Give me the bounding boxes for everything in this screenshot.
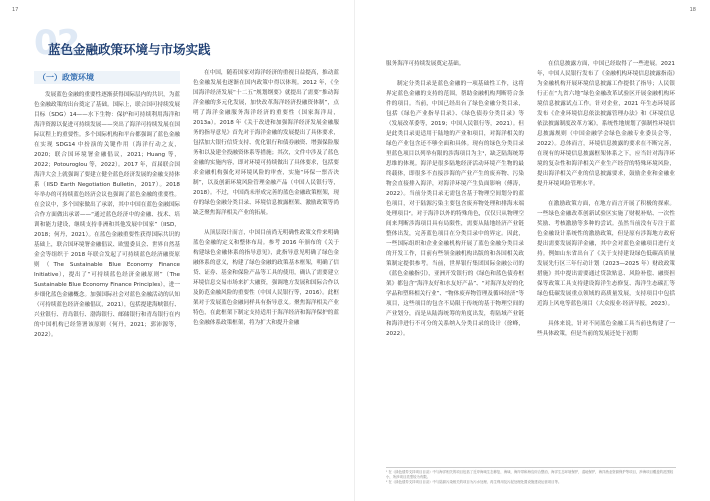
paragraph: 在中国，随着国家对海洋经济的重视日益提高，推动蓝色金融发展也逐渐在国内政策中得以体现。2012 年，《全国海洋经济发展“十二五”规划纲要》就提出了需要“推动海洋金融的多元化发展，加快改革海洋经济投融资体制”，点明了海洋金融服务海洋经济的重要性（国家海洋局，2013a）。2018 年《关于改进和加强海洋经济发展金融服务的指导意见》首先对于海洋金融的发展提出了具体要求，包括加大银行信贷支持、优化银行和债券融资、增强保险服务和以及建全投融资体系等措施；其次，文件中涉及了蓝色金融的实施内容，即对环境可持续做出了具体要求，包括要求金融机构强化对环境风险的审查，实施“环保一票否决制”，以及创新环境风险管理金融产品（中国人民银行等，2018）。不过，中国尚未形成完善的蓝色金融政策框架，现存的绿色金融分类目录、环境信息披露框架、激励政策等尚缺乏聚焦海洋相关产业的拓展。 xyxy=(193,70,339,216)
text-column-3 xyxy=(386,59,524,339)
text-column-1 xyxy=(34,90,180,340)
footnote: ¹ 在《绿色债券支持项目目录》中与海洋相关的项目包括了近岸海域生态修复，海域、海岸带和海岛综合整治，海洋生态环境保护，湿地保护，海洋渔业资源保护等项目，涉海项目覆盖的范围较小，所涉项目类型较为有限。 xyxy=(386,470,674,479)
text-column-4 xyxy=(537,59,675,339)
paragraph: 具体来说，针对不同蓝色金融工具当前也构建了一些具体政策，但是当前的发展还处于初期 xyxy=(537,321,675,337)
paragraph: 从顶层设计而言，中国目前尚无明确性政策文件来明确蓝色金融的定义和整体布局。参考 2016 年颁布的《关于构建绿色金融体系的指导意见》，此指导意见明确了绿色金融体系的意义，构建了绿色金融的政策基本框架，明确了信贷、证券、基金和保险产品等工具的使用，确认了需要建立环境信息交易市场来扩大融资，强调地方发展和国际合作以及防范金融风险的重要性（中国人民银行等，2016）。此框架对于发展蓝色金融同样具有指导意义。聚焦海洋相关产业特色，在此框架下制定支持适用于海洋经济和海洋保护的蓝色金融体系政策框架，将为扩大和提升金融 xyxy=(193,230,339,326)
chapter-title: 蓝色金融政策环境与市场实践 xyxy=(48,42,211,57)
page-number-left: 17 xyxy=(12,7,19,13)
paragraph: 发展蓝色金融的重要性逐渐获得国际层内的共识，为蓝色金融政策的出台奠定了基础。国际上，联合国可持续发展目标（SDG）14——水下生物：保护和可持续利用海洋和海洋资源以促进可持续发展——突出了海洋可持续发展在国际议程上的重要性。多个国际机构和平台都强调了蓝色金融在实现 SDG14 中扮演的关键作用（海洋行动之友，2020；联合国环境署金融倡议，2021；Huang 等，2022；Potouroglou 等，2022）。2017 年，首届联合国海洋大会上就强调了要建立健全蓝色经济发展的金融支持体系（IISD Earth Negotiation Bulletin，2017）。2018 年举办的可持续蓝色经济会议也强调了蓝色金融的重要性。在会议中，多个国家做出了承诺，其中中国在蓝色金融国际合作方面做出承诺——“通过蓝色经济中的金融、技术、培训和能力建设，继续支持非洲和其他发展中国家”（IISD，2018；何丹，2021）。在蓝色金融重要性获得国际共识的基础上，联合国环境署金融倡议、欧盟委员会、世界自然基金会等组织于 2018 年联合发起了可持续蓝色经济融资原则（The Sustainable Blue Economy Finance Initiative），提出了“可持续蓝色经济金融原则”（The Sustainable Blue Economy Finance Principles），进一步细化蓝色金融概念。加强国际社会对蓝色金融活动的认知（可持续蓝色经济金融倡议，2021），包括提建海峡银行、兴业银行、青岛银行、渤海银行、邮储银行和青岛银行在内的中国机构已经签署该原则（何丹，2021；郭沛源等，2022）。 xyxy=(34,92,180,338)
paragraph: 在激励政策方面，在地方而言开展了积极的探索。一些绿色金融改革创新试验区实施了财税补贴、一次性奖励、考核激励等多种的尝试。虽然当前没有专注于蓝色金融设计系统性的激励政策，但是原有涉海地方政府提出需要发展海洋金融，其中会对蓝色金融项目进行支持。例如山东省出台了《关于支持建设绿色低碳高质量发展先行区三年行动计划（2023—2025 年）财政政策措施》其中提出需要通过贷款贴息、风险补偿、融资担保等政策工具支持建设海洋生态修复、海洋生态碳汇等绿色低碳发展重点领域的高质量发展，支持项目中包括近海上风电等蓝色项目（大众报业·经济导报，2023）。 xyxy=(537,201,675,307)
paragraph: 制定分类目录是蓝色金融的一项基础性工作，这将界定蓝色金融的支持的范围，帮助金融机构判断符合条件的项目。当前，中国已经出台了绿色金融分类目录，包括《绿色产业指导目录》、《绿色债券分类目录》等（发展改革委等，2019；中国人民银行等，2021）。但是此类目录更适用于陆地的产业和项目，对海洋相关的绿色产业包含还不够全面和具体。现有的绿色分类目录里蓝色项目以列举有限的涉海项目为主¹，缺乏陆海统筹思维的体现。海洋是很多陆地经济活动环境产生物的最终载体，即很多不直接涉海的产业产生的废弃物、污染物会直接排入海洋，对海洋环境产生负面影响（傅涛，2022）。当前分类目录无需包含基于物理空间划分的蓝色项目，对于陆源污染主要包含废弃物处理和排海末端处理项目²。对于海洋以外的特殊角色，仅仅只从物理空间来判断涉海项目具有局限性，需要从陆地经济产业链整体出发，完善蓝色项目在分类目录中的界定。因此，一些国际组织和企业金融机构开展了蓝色金融分类目录的开发工作，目前有些领金融机构出版的和各国相关政策制定提供参考。当前，世界银行集团国际金融公司的《蓝色金融指引》，亚洲开发银行的《绿色和蓝色债券框架》都包含“海洋友好和水友好产品”、“对海洋友好的化学品和塑料相关行业”、“物体废弃物管理及循环经济”等项目，这些项目的包含不局限于传统的基于物理空间的产业划分，而是从陆海统筹的角度出发，将陆域产业链和海洋进行不可分的关系纳入分类目录的设计（徐峰，2022）。 xyxy=(386,81,524,337)
paragraph: 服务海洋可持续发展奠定基础。 xyxy=(386,61,465,67)
section-title: （一）政策环境 xyxy=(38,73,94,82)
footnote: ² 在《绿色债券支持项目目录》中与陆源污染相关的项目为污水处理、再生利用及污泥处理处置设施建设运营项目等。 xyxy=(386,480,562,484)
paragraph: 在信息披露方面，中国已经取得了一些进展。2021 年，中国人民银行发布了《金融机构环境信息披露指南》为金融机构开展环境信息披露工作提供了指导；人民银行正在“九省六地”绿色金融改革试验区开展金融机构环境信息披露试点工作。针对企业，2021 年生态环境部发布《企业环境信息依法披露管理办法》和《环境信息依法披露制度改革方案》，系统性地规划了强制性环境信息披露规则（中国金融学会绿色金融专业委员会等，2022）。总体而言，环境信息披露的要求在不断完善，在现有的环境信息披露框架体系之下，应当针对海洋环境的复杂性和海洋相关产业生产经营的特殊环境风险，提出海洋相关产业的信息披露要求，鼓励企业和金融业提升环境风险管理水平。 xyxy=(537,61,675,187)
footnotes xyxy=(386,467,676,485)
text-column-2 xyxy=(193,68,339,328)
page-number-right: 18 xyxy=(689,7,696,13)
section-heading-bar xyxy=(34,71,180,84)
chapter-number: 02 xyxy=(34,23,80,63)
